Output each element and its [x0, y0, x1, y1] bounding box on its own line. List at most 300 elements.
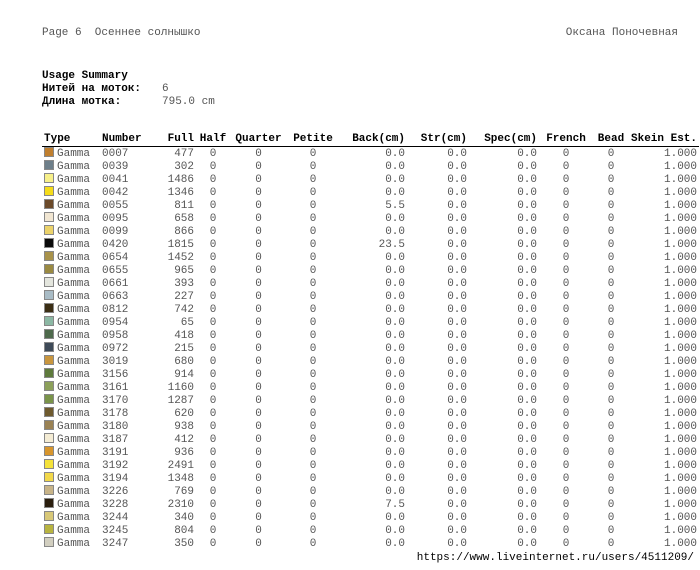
cell-petite: 0	[309, 407, 317, 420]
type-label: Gamma	[57, 187, 91, 199]
cell-quarter: 0	[255, 147, 262, 160]
cell-bead: 0	[607, 225, 615, 238]
cell-spec: 0.0	[517, 368, 537, 381]
cell-quarter: 0	[255, 342, 262, 355]
cell-str: 0.0	[447, 459, 467, 472]
cell-skein: 1.000	[664, 290, 698, 303]
cell-french: 0	[562, 524, 570, 537]
table-row	[42, 524, 699, 537]
page-header-author: Оксана Поночевная	[565, 27, 678, 39]
cell-skein: 1.000	[664, 472, 698, 485]
cell-spec: 0.0	[517, 524, 537, 537]
cell-petite: 0	[309, 355, 317, 368]
cell-str: 0.0	[447, 342, 467, 355]
cell-type	[42, 381, 100, 394]
cell-str: 0.0	[447, 381, 467, 394]
cell-half: 0	[209, 485, 217, 498]
cell-half: 0	[209, 212, 217, 225]
cell-type	[42, 498, 100, 511]
table-row	[42, 238, 699, 251]
color-swatch-icon	[44, 407, 54, 417]
cell-back: 0.0	[385, 160, 405, 173]
cell-type	[42, 290, 100, 303]
cell-half: 0	[209, 251, 217, 264]
cell-petite: 0	[309, 459, 317, 472]
cell-str: 0.0	[447, 238, 467, 251]
cell-bead: 0	[607, 251, 615, 264]
cell-str: 0.0	[447, 303, 467, 316]
table-row	[42, 511, 699, 524]
cell-bead: 0	[607, 186, 615, 199]
cell-back: 0.0	[385, 186, 405, 199]
cell-number: 3244	[102, 511, 129, 524]
cell-str: 0.0	[447, 407, 467, 420]
cell-type	[42, 251, 100, 264]
cell-half: 0	[209, 420, 217, 433]
cell-str: 0.0	[447, 485, 467, 498]
table-row	[42, 212, 699, 225]
cell-french: 0	[562, 433, 570, 446]
cell-number: 0958	[102, 329, 129, 342]
cell-number: 0055	[102, 199, 129, 212]
cell-full: 1815	[167, 238, 194, 251]
cell-skein: 1.000	[664, 225, 698, 238]
cell-full: 350	[174, 537, 194, 550]
cell-back: 0.0	[385, 433, 405, 446]
cell-french: 0	[562, 186, 570, 199]
cell-half: 0	[209, 173, 217, 186]
cell-back: 0.0	[385, 212, 405, 225]
cell-french: 0	[562, 407, 570, 420]
cell-back: 0.0	[385, 446, 405, 459]
cell-str: 0.0	[447, 173, 467, 186]
color-swatch-icon	[44, 355, 54, 365]
cell-skein: 1.000	[664, 173, 698, 186]
cell-back: 0.0	[385, 277, 405, 290]
cell-bead: 0	[607, 537, 615, 550]
cell-skein: 1.000	[664, 498, 698, 511]
cell-spec: 0.0	[517, 459, 537, 472]
cell-petite: 0	[309, 290, 317, 303]
cell-number: 0812	[102, 303, 129, 316]
cell-back: 0.0	[385, 394, 405, 407]
cell-french: 0	[562, 316, 570, 329]
cell-half: 0	[209, 290, 217, 303]
threads-row	[42, 83, 215, 96]
table-row	[42, 381, 699, 394]
cell-type	[42, 147, 100, 161]
cell-bead: 0	[607, 316, 615, 329]
cell-french: 0	[562, 329, 570, 342]
cell-skein: 1.000	[664, 485, 698, 498]
cell-spec: 0.0	[517, 147, 537, 160]
cell-number: 3187	[102, 433, 129, 446]
cell-str: 0.0	[447, 433, 467, 446]
cell-skein: 1.000	[664, 394, 698, 407]
cell-quarter: 0	[255, 303, 262, 316]
column-header: Petite	[287, 133, 339, 147]
table-row	[42, 277, 699, 290]
cell-number: 3161	[102, 381, 129, 394]
cell-quarter: 0	[255, 277, 262, 290]
table-row	[42, 459, 699, 472]
color-swatch-icon	[44, 316, 54, 326]
type-label: Gamma	[57, 434, 91, 446]
cell-full: 936	[174, 446, 194, 459]
color-swatch-icon	[44, 537, 54, 547]
cell-french: 0	[562, 394, 570, 407]
table-row	[42, 251, 699, 264]
type-label: Gamma	[57, 265, 91, 277]
cell-type	[42, 407, 100, 420]
type-label: Gamma	[57, 473, 91, 485]
cell-french: 0	[562, 381, 570, 394]
cell-quarter: 0	[255, 316, 262, 329]
cell-full: 1287	[167, 394, 194, 407]
cell-bead: 0	[607, 212, 615, 225]
cell-str: 0.0	[447, 537, 467, 550]
type-label: Gamma	[57, 213, 91, 225]
cell-skein: 1.000	[664, 368, 698, 381]
color-swatch-icon	[44, 524, 54, 534]
cell-half: 0	[209, 524, 217, 537]
color-swatch-icon	[44, 420, 54, 430]
table-row	[42, 290, 699, 303]
color-swatch-icon	[44, 303, 54, 313]
cell-bead: 0	[607, 381, 615, 394]
cell-petite: 0	[309, 251, 317, 264]
cell-bead: 0	[607, 160, 615, 173]
cell-str: 0.0	[447, 147, 467, 160]
cell-skein: 1.000	[664, 537, 698, 550]
cell-str: 0.0	[447, 524, 467, 537]
cell-quarter: 0	[255, 251, 262, 264]
cell-spec: 0.0	[517, 316, 537, 329]
cell-type	[42, 420, 100, 433]
color-swatch-icon	[44, 251, 54, 261]
cell-quarter: 0	[255, 290, 262, 303]
cell-french: 0	[562, 238, 570, 251]
cell-str: 0.0	[447, 225, 467, 238]
cell-type	[42, 173, 100, 186]
cell-quarter: 0	[255, 407, 262, 420]
table-row	[42, 355, 699, 368]
cell-bead: 0	[607, 420, 615, 433]
cell-number: 3192	[102, 459, 129, 472]
cell-full: 393	[174, 277, 194, 290]
table-row	[42, 225, 699, 238]
cell-full: 477	[174, 147, 194, 160]
cell-spec: 0.0	[517, 446, 537, 459]
column-header: Back(cm)	[339, 133, 407, 147]
cell-bead: 0	[607, 290, 615, 303]
cell-spec: 0.0	[517, 329, 537, 342]
cell-str: 0.0	[447, 472, 467, 485]
cell-number: 0954	[102, 316, 129, 329]
cell-type	[42, 186, 100, 199]
cell-number: 0095	[102, 212, 129, 225]
cell-skein: 1.000	[664, 342, 698, 355]
cell-back: 0.0	[385, 355, 405, 368]
table-row	[42, 394, 699, 407]
type-label: Gamma	[57, 343, 91, 355]
cell-bead: 0	[607, 303, 615, 316]
cell-str: 0.0	[447, 316, 467, 329]
usage-table	[42, 133, 699, 550]
cell-half: 0	[209, 147, 217, 160]
cell-quarter: 0	[255, 238, 262, 251]
cell-french: 0	[562, 277, 570, 290]
color-swatch-icon	[44, 459, 54, 469]
cell-back: 0.0	[385, 316, 405, 329]
cell-petite: 0	[309, 420, 317, 433]
cell-petite: 0	[309, 329, 317, 342]
cell-number: 3228	[102, 498, 129, 511]
cell-bead: 0	[607, 394, 615, 407]
cell-french: 0	[562, 225, 570, 238]
cell-back: 0.0	[385, 511, 405, 524]
cell-quarter: 0	[255, 485, 262, 498]
cell-full: 302	[174, 160, 194, 173]
cell-french: 0	[562, 485, 570, 498]
table-body	[42, 147, 699, 551]
cell-french: 0	[562, 342, 570, 355]
cell-half: 0	[209, 342, 217, 355]
cell-bead: 0	[607, 446, 615, 459]
cell-bead: 0	[607, 173, 615, 186]
type-label: Gamma	[57, 239, 91, 251]
column-header: Bead	[593, 133, 629, 147]
cell-half: 0	[209, 394, 217, 407]
cell-half: 0	[209, 511, 217, 524]
cell-petite: 0	[309, 225, 317, 238]
cell-petite: 0	[309, 238, 317, 251]
type-label: Gamma	[57, 369, 91, 381]
cell-str: 0.0	[447, 446, 467, 459]
cell-half: 0	[209, 277, 217, 290]
cell-full: 866	[174, 225, 194, 238]
cell-number: 0655	[102, 264, 129, 277]
cell-number: 3178	[102, 407, 129, 420]
table-row	[42, 472, 699, 485]
table-row	[42, 160, 699, 173]
color-swatch-icon	[44, 329, 54, 339]
cell-str: 0.0	[447, 186, 467, 199]
cell-skein: 1.000	[664, 355, 698, 368]
cell-spec: 0.0	[517, 199, 537, 212]
cell-full: 742	[174, 303, 194, 316]
table-row	[42, 303, 699, 316]
cell-back: 0.0	[385, 524, 405, 537]
cell-french: 0	[562, 420, 570, 433]
cell-french: 0	[562, 511, 570, 524]
cell-full: 340	[174, 511, 194, 524]
cell-spec: 0.0	[517, 186, 537, 199]
threads-value: 6	[162, 83, 169, 95]
cell-skein: 1.000	[664, 459, 698, 472]
table-row	[42, 264, 699, 277]
cell-bead: 0	[607, 498, 615, 511]
cell-petite: 0	[309, 316, 317, 329]
color-swatch-icon	[44, 433, 54, 443]
type-label: Gamma	[57, 226, 91, 238]
cell-type	[42, 238, 100, 251]
color-swatch-icon	[44, 160, 54, 170]
cell-spec: 0.0	[517, 212, 537, 225]
cell-number: 0041	[102, 173, 129, 186]
cell-str: 0.0	[447, 251, 467, 264]
footer-url: https://www.liveinternet.ru/users/4511209/	[416, 552, 694, 564]
cell-number: 0099	[102, 225, 129, 238]
cell-skein: 1.000	[664, 329, 698, 342]
color-swatch-icon	[44, 225, 54, 235]
cell-full: 418	[174, 329, 194, 342]
cell-type	[42, 342, 100, 355]
cell-skein: 1.000	[664, 303, 698, 316]
cell-bead: 0	[607, 342, 615, 355]
cell-french: 0	[562, 459, 570, 472]
cell-back: 0.0	[385, 251, 405, 264]
cell-back: 0.0	[385, 329, 405, 342]
cell-bead: 0	[607, 433, 615, 446]
color-swatch-icon	[44, 147, 54, 157]
type-label: Gamma	[57, 148, 91, 160]
cell-skein: 1.000	[664, 511, 698, 524]
column-header: Spec(cm)	[469, 133, 539, 147]
cell-spec: 0.0	[517, 173, 537, 186]
cell-str: 0.0	[447, 394, 467, 407]
cell-bead: 0	[607, 485, 615, 498]
table-row	[42, 368, 699, 381]
usage-summary	[42, 70, 215, 109]
cell-skein: 1.000	[664, 160, 698, 173]
table-row	[42, 498, 699, 511]
table-header-row	[42, 133, 699, 147]
column-header: Full	[150, 133, 196, 147]
cell-number: 0007	[102, 147, 129, 160]
table-row	[42, 186, 699, 199]
table-row	[42, 433, 699, 446]
cell-skein: 1.000	[664, 264, 698, 277]
cell-skein: 1.000	[664, 147, 698, 160]
cell-bead: 0	[607, 407, 615, 420]
cell-full: 65	[180, 316, 194, 329]
type-label: Gamma	[57, 421, 91, 433]
cell-quarter: 0	[255, 420, 262, 433]
cell-half: 0	[209, 160, 217, 173]
color-swatch-icon	[44, 511, 54, 521]
cell-spec: 0.0	[517, 472, 537, 485]
cell-number: 3247	[102, 537, 129, 550]
cell-full: 804	[174, 524, 194, 537]
cell-type	[42, 355, 100, 368]
cell-full: 680	[174, 355, 194, 368]
cell-half: 0	[209, 381, 217, 394]
cell-quarter: 0	[255, 498, 262, 511]
type-label: Gamma	[57, 278, 91, 290]
cell-number: 0663	[102, 290, 129, 303]
cell-bead: 0	[607, 472, 615, 485]
table-row	[42, 173, 699, 186]
color-swatch-icon	[44, 368, 54, 378]
cell-quarter: 0	[255, 394, 262, 407]
cell-bead: 0	[607, 511, 615, 524]
cell-back: 0.0	[385, 485, 405, 498]
cell-french: 0	[562, 173, 570, 186]
cell-petite: 0	[309, 342, 317, 355]
color-swatch-icon	[44, 446, 54, 456]
color-swatch-icon	[44, 186, 54, 196]
color-swatch-icon	[44, 238, 54, 248]
cell-petite: 0	[309, 485, 317, 498]
cell-spec: 0.0	[517, 290, 537, 303]
cell-number: 3226	[102, 485, 129, 498]
cell-french: 0	[562, 368, 570, 381]
cell-number: 3191	[102, 446, 129, 459]
cell-full: 811	[174, 199, 194, 212]
cell-full: 658	[174, 212, 194, 225]
page-header-title: Page 6 Осеннее солнышко	[42, 27, 201, 39]
cell-petite: 0	[309, 212, 317, 225]
cell-spec: 0.0	[517, 498, 537, 511]
table-row	[42, 316, 699, 329]
cell-back: 0.0	[385, 303, 405, 316]
type-label: Gamma	[57, 512, 91, 524]
type-label: Gamma	[57, 460, 91, 472]
type-label: Gamma	[57, 200, 91, 212]
cell-skein: 1.000	[664, 316, 698, 329]
length-value: 795.0 cm	[162, 96, 215, 108]
table-row	[42, 485, 699, 498]
cell-back: 7.5	[385, 498, 405, 511]
cell-str: 0.0	[447, 511, 467, 524]
length-label: Длина мотка:	[42, 96, 122, 108]
cell-type	[42, 446, 100, 459]
cell-french: 0	[562, 537, 570, 550]
cell-full: 965	[174, 264, 194, 277]
cell-type	[42, 537, 100, 550]
cell-half: 0	[209, 303, 217, 316]
cell-str: 0.0	[447, 498, 467, 511]
cell-type	[42, 329, 100, 342]
cell-half: 0	[209, 407, 217, 420]
cell-type	[42, 459, 100, 472]
color-swatch-icon	[44, 199, 54, 209]
cell-str: 0.0	[447, 355, 467, 368]
cell-number: 3245	[102, 524, 129, 537]
cell-bead: 0	[607, 459, 615, 472]
column-header: French	[539, 133, 593, 147]
cell-back: 0.0	[385, 407, 405, 420]
cell-half: 0	[209, 498, 217, 511]
cell-spec: 0.0	[517, 225, 537, 238]
cell-number: 3194	[102, 472, 129, 485]
cell-petite: 0	[309, 160, 317, 173]
cell-full: 1452	[167, 251, 194, 264]
cell-half: 0	[209, 459, 217, 472]
cell-type	[42, 524, 100, 537]
cell-quarter: 0	[255, 329, 262, 342]
cell-type	[42, 472, 100, 485]
cell-back: 0.0	[385, 225, 405, 238]
cell-full: 215	[174, 342, 194, 355]
type-label: Gamma	[57, 447, 91, 459]
cell-half: 0	[209, 433, 217, 446]
cell-number: 0039	[102, 160, 129, 173]
cell-spec: 0.0	[517, 420, 537, 433]
cell-spec: 0.0	[517, 264, 537, 277]
cell-skein: 1.000	[664, 212, 698, 225]
